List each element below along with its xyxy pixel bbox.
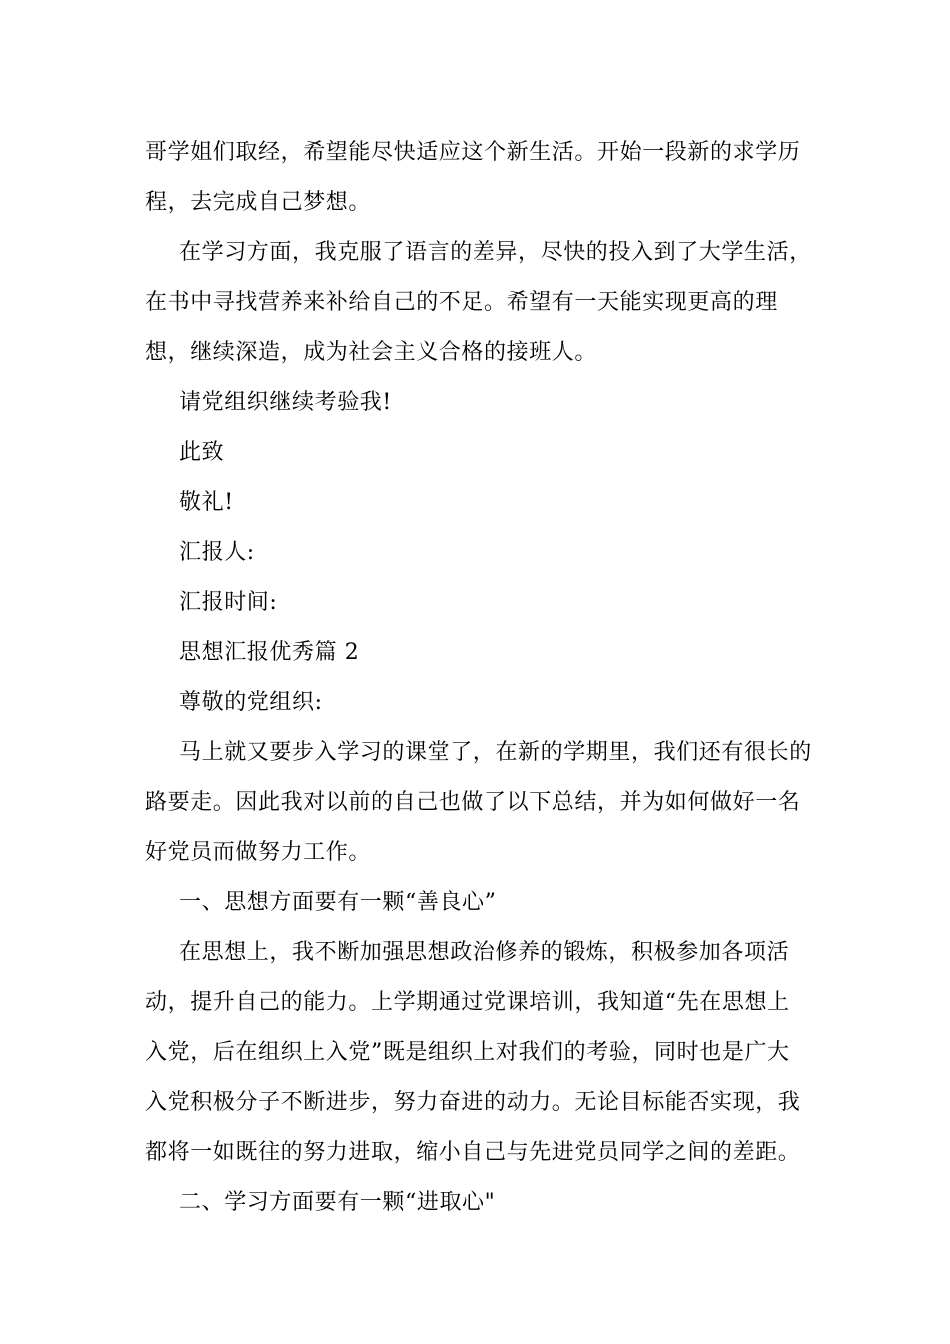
text-line: 程，去完成自己梦想。 bbox=[145, 190, 372, 215]
paragraph-summary bbox=[145, 728, 810, 878]
text-line: 马上就又要步入学习的课堂了，在新的学期里，我们还有很长的 bbox=[179, 740, 812, 765]
reporter-label: 汇报人: bbox=[179, 540, 255, 565]
heading-thought: 一、思想方面要有一颗“善良心” bbox=[179, 890, 497, 915]
text-line: 哥学姐们取经，希望能尽快适应这个新生活。开始一段新的求学历 bbox=[145, 140, 801, 165]
text-line: 在学习方面，我克服了语言的差异，尽快的投入到了大学生活， bbox=[179, 240, 812, 265]
greeting: 尊敬的党组织: bbox=[179, 690, 323, 715]
salutation-line-1: 此致 bbox=[179, 440, 225, 465]
text-line: 动，提升自己的能力。上学期通过党课培训，我知道“先在思想上 bbox=[145, 990, 790, 1015]
document-body bbox=[145, 128, 810, 1228]
request-line: 请党组织继续考验我! bbox=[179, 390, 392, 415]
heading-study: 二、学习方面要有一颗“进取心" bbox=[179, 1190, 496, 1215]
report-time-label: 汇报时间: bbox=[179, 590, 278, 615]
salutation-line-2: 敬礼! bbox=[179, 490, 234, 515]
paragraph-continuation bbox=[145, 128, 810, 228]
text-line: 入党，后在组织上入党”既是组织上对我们的考验，同时也是广大 bbox=[145, 1040, 790, 1065]
text-line: 好党员而做努力工作。 bbox=[145, 840, 372, 865]
section-title: 思想汇报优秀篇 2 bbox=[179, 640, 360, 665]
paragraph-thought bbox=[145, 928, 810, 1178]
text-line: 想，继续深造，成为社会主义合格的接班人。 bbox=[145, 340, 598, 365]
text-line: 在思想上，我不断加强思想政治修养的锻炼，积极参加各项活 bbox=[179, 940, 790, 965]
paragraph-study bbox=[145, 228, 810, 378]
text-line: 入党积极分子不断进步，努力奋进的动力。无论目标能否实现，我 bbox=[145, 1090, 801, 1115]
text-line: 都将一如既往的努力进取，缩小自己与先进党员同学之间的差距。 bbox=[145, 1140, 801, 1165]
text-line: 在书中寻找营养来补给自己的不足。希望有一天能实现更高的理 bbox=[145, 290, 778, 315]
text-line: 路要走。因此我对以前的自己也做了以下总结，并为如何做好一名 bbox=[145, 790, 801, 815]
